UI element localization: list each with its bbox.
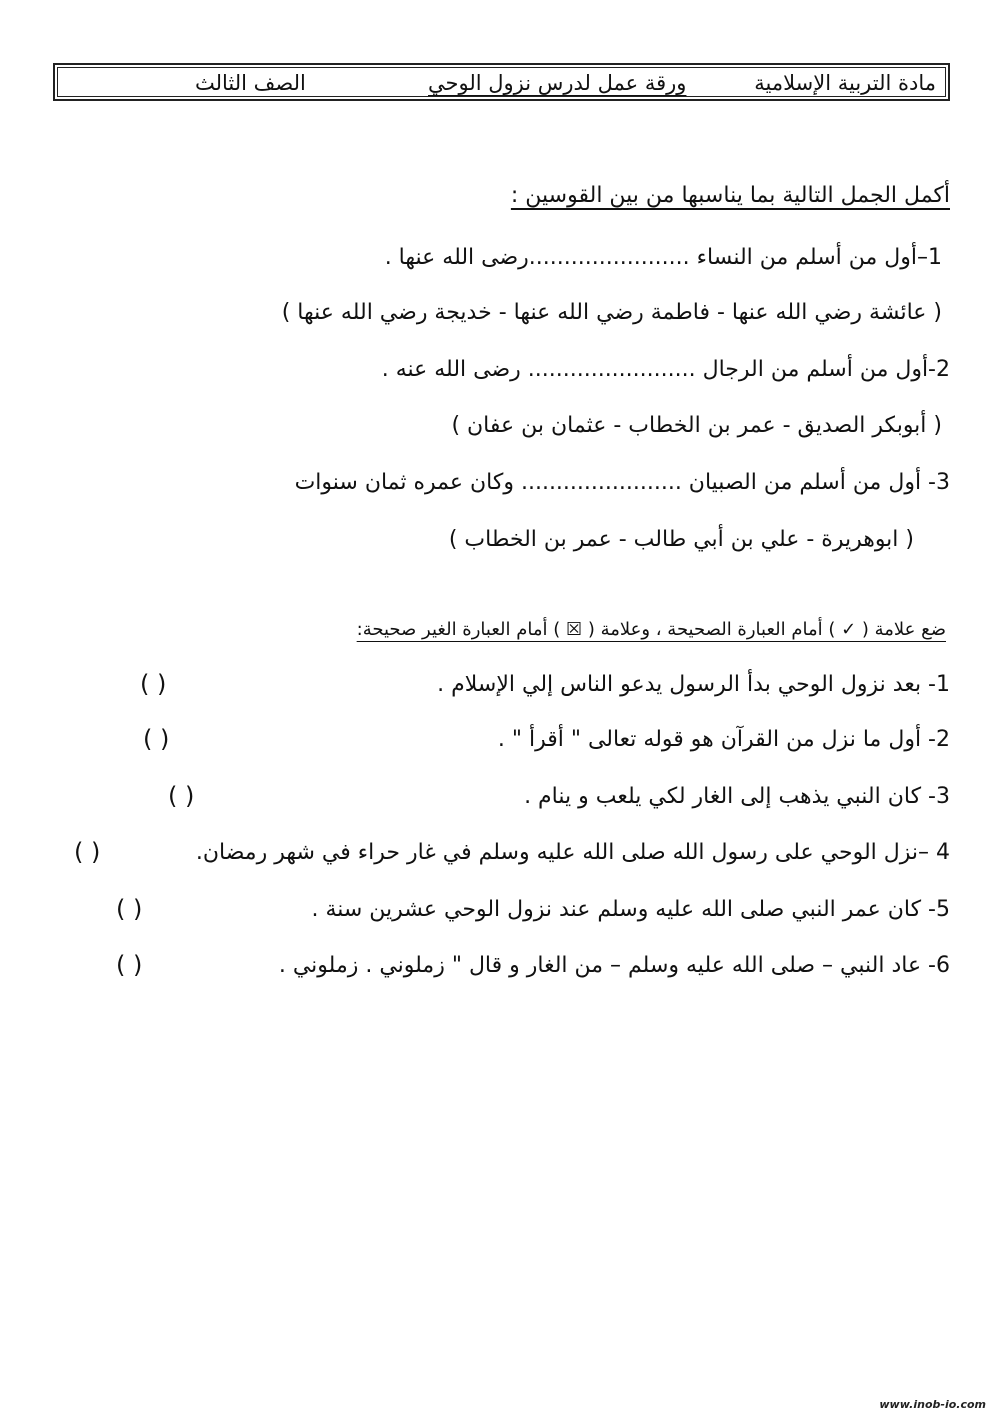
footer-site: www.inob-io.com bbox=[879, 1398, 986, 1411]
answer-box-3[interactable]: ( ) bbox=[168, 782, 195, 810]
tf-item-1: 1- بعد نزول الوحي بدأ الرسول يدعو الناس إلي الإسلام . bbox=[437, 672, 950, 697]
grade-label: الصف الثالث bbox=[195, 71, 306, 95]
q2-options: ( أبوبكر الصديق - عمر بن الخطاب - عثمان بن عفان ) bbox=[451, 413, 942, 438]
tf-item-3: 3- كان النبي يذهب إلى الغار لكي يلعب و ينام . bbox=[524, 784, 950, 809]
tf-item-6: 6- عاد النبي – صلى الله عليه وسلم – من الغار و قال " زملوني . زملوني . bbox=[278, 953, 950, 978]
tf-item-2: 2- أول ما نزل من القرآن هو قوله تعالى " أقرأ " . bbox=[497, 727, 950, 752]
q1-text: 1–أول من أسلم من النساء .......................رضى الله عنها . bbox=[384, 245, 942, 270]
tf-item-4: 4 –نزل الوحي على رسول الله صلى الله عليه وسلم في غار حراء في شهر رمضان. bbox=[195, 840, 950, 865]
section2-instruction: ضع علامة ( ✓ ) أمام العبارة الصحيحة ، وعلامة ( ☒ ) أمام العبارة الغير صحيحة: bbox=[356, 619, 946, 640]
worksheet-title: ورقة عمل لدرس نزول الوحي bbox=[428, 71, 687, 95]
tf-item-5: 5- كان عمر النبي صلى الله عليه وسلم عند نزول الوحي عشرين سنة . bbox=[311, 897, 950, 922]
q3-text: 3- أول من أسلم من الصبيان ....................... وكان عمره ثمان سنوات bbox=[294, 470, 950, 495]
answer-box-6[interactable]: ( ) bbox=[116, 951, 143, 979]
section1-instruction: أكمل الجمل التالية بما يناسبها من بين القوسين : bbox=[510, 183, 950, 208]
q3-options: ( ابوهريرة - علي بن أبي طالب - عمر بن الخطاب ) bbox=[448, 527, 914, 552]
answer-box-4[interactable]: ( ) bbox=[74, 838, 101, 866]
q1-options: ( عائشة رضي الله عنها - فاطمة رضي الله عنها - خديجة رضي الله عنها ) bbox=[281, 300, 942, 325]
answer-box-1[interactable]: ( ) bbox=[140, 670, 167, 698]
answer-box-5[interactable]: ( ) bbox=[116, 895, 143, 923]
subject-label: مادة التربية الإسلامية bbox=[754, 71, 936, 95]
q2-text: 2-أول من أسلم من الرجال ........................ رضى الله عنه . bbox=[381, 357, 950, 382]
worksheet-header bbox=[53, 63, 950, 101]
answer-box-2[interactable]: ( ) bbox=[143, 725, 170, 753]
